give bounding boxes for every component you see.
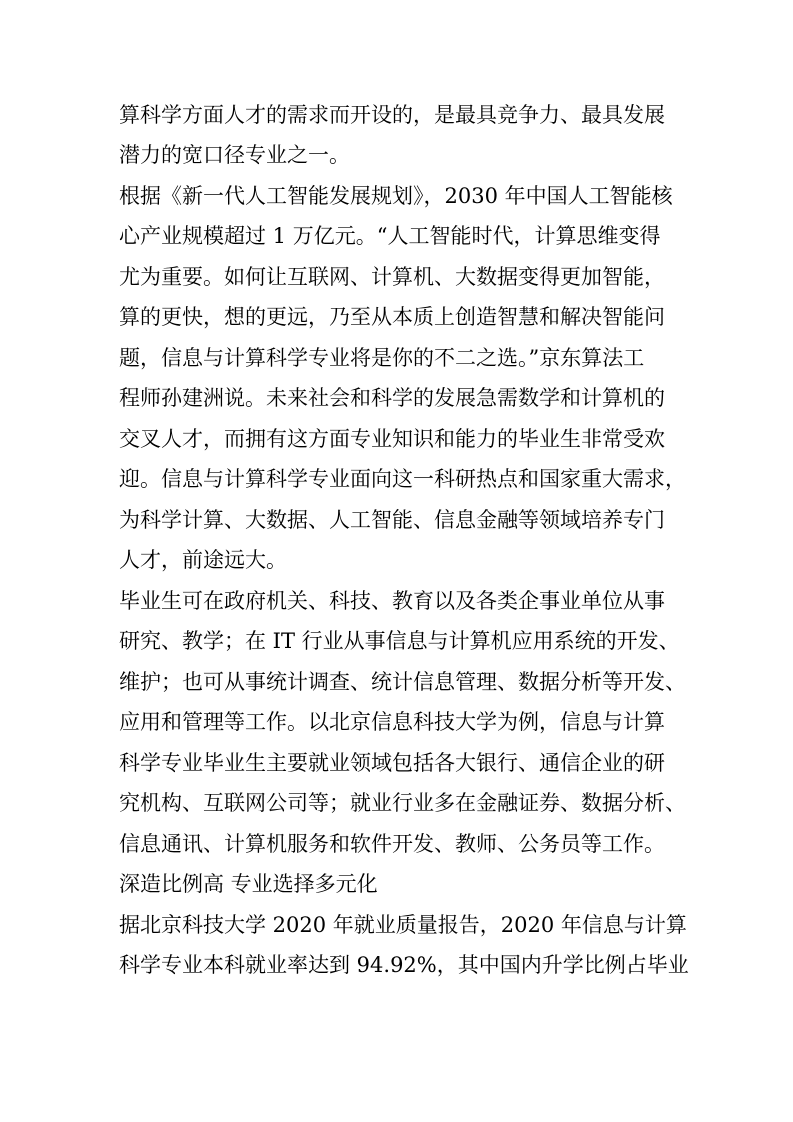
text-line: 科学专业毕业生主要就业领域包括各大银行、通信企业的研 — [119, 751, 665, 775]
text-line: 算科学方面人才的需求而开设的，是最具竞争力、最具发展 — [119, 103, 665, 127]
text-line: 科学专业本科就业率达到 94.92%，其中国内升学比例占毕业 — [119, 953, 689, 977]
text-line: 毕业生可在政府机关、科技、教育以及各类企事业单位从事 — [119, 589, 665, 613]
text-line: 潜力的宽口径专业之一。 — [119, 143, 350, 167]
section-heading: 深造比例高 专业选择多元化 — [119, 872, 378, 896]
text-line: 迎。信息与计算科学专业面向这一科研热点和国家重大需求， — [119, 467, 686, 491]
text-line: 程师孙建洲说。未来社会和科学的发展急需数学和计算机的 — [119, 386, 665, 410]
text-line: 尤为重要。如何让互联网、计算机、大数据变得更加智能， — [119, 265, 665, 289]
text-line: 为科学计算、大数据、人工智能、信息金融等领域培养专门 — [119, 508, 665, 532]
text-line: 据北京科技大学 2020 年就业质量报告，2020 年信息与计算 — [119, 913, 687, 937]
text-line: 研究、教学；在 IT 行业从事信息与计算机应用系统的开发、 — [119, 629, 680, 653]
text-line: 维护；也可从事统计调查、统计信息管理、数据分析等开发、 — [119, 670, 686, 694]
text-line: 人才，前途远大。 — [119, 548, 287, 572]
text-line: 心产业规模超过 1 万亿元。“人工智能时代，计算思维变得 — [119, 224, 661, 248]
text-line: 交叉人才，而拥有这方面专业知识和能力的毕业生非常受欢 — [119, 427, 665, 451]
text-line: 应用和管理等工作。以北京信息科技大学为例，信息与计算 — [119, 710, 665, 734]
text-line: 算的更快，想的更远，乃至从本质上创造智慧和解决智能问 — [119, 305, 665, 329]
text-line: 究机构、互联网公司等；就业行业多在金融证券、数据分析、 — [119, 791, 686, 815]
text-line: 题，信息与计算科学专业将是你的不二之选。”京东算法工 — [119, 346, 645, 370]
text-line: 信息通讯、计算机服务和软件开发、教师、公务员等工作。 — [119, 832, 665, 856]
text-line: 根据《新一代人工智能发展规划》，2030 年中国人工智能核 — [119, 184, 673, 208]
